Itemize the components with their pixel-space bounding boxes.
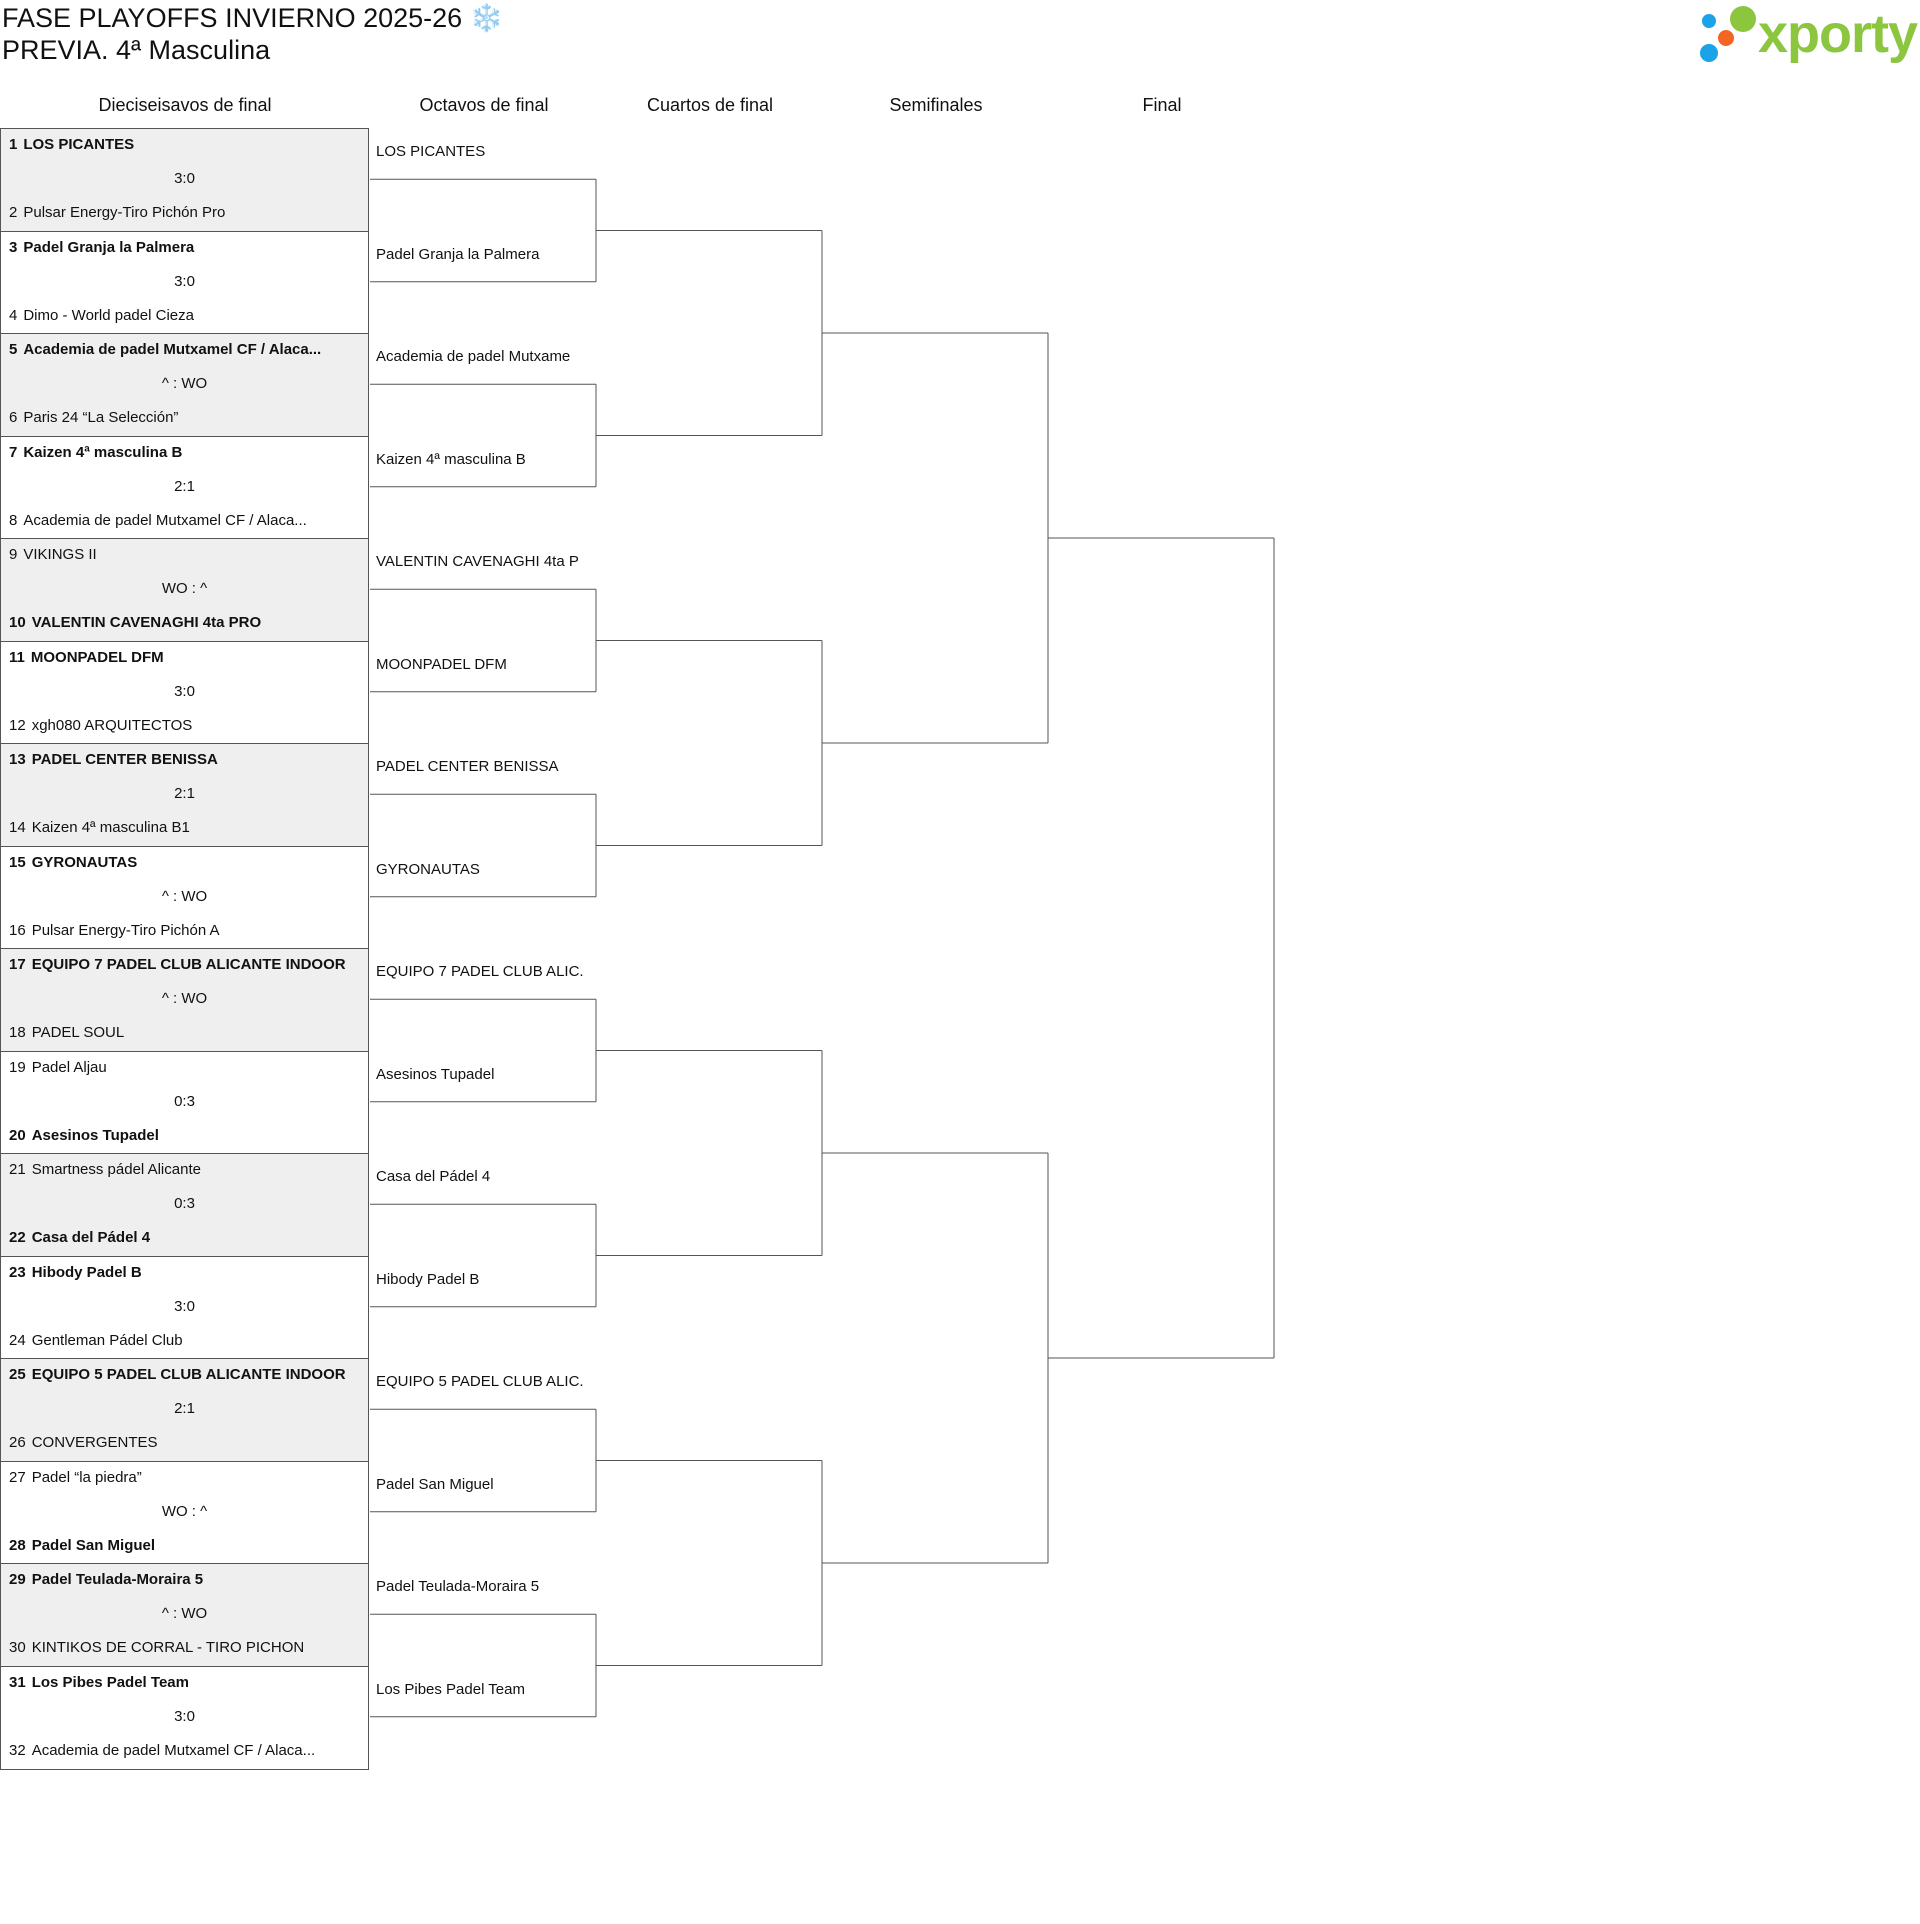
match-score: ^ : WO [161,888,208,905]
round-of-16-team: Padel Teulada-Moraira 5 [376,1578,540,1595]
team-seed: 15 [9,854,26,871]
team-name: Gentleman Pádel Club [31,1332,183,1349]
round-of-16-team: Asesinos Tupadel [376,1066,495,1083]
round-of-16-team: Padel Granja la Palmera [376,246,540,263]
team-seed: 28 [9,1537,26,1554]
team-seed: 31 [9,1674,26,1691]
team-name: Hibody Padel B [31,1264,142,1281]
team-name: EQUIPO 5 PADEL CLUB ALICANTE INDOOR [31,1366,346,1383]
match-score: 3:0 [174,273,195,290]
match-score: 0:3 [174,1093,195,1110]
match-score: WO : ^ [161,580,208,597]
page-title: FASE PLAYOFFS INVIERNO 2025-26 ❄️ [2,3,504,33]
team-name: Smartness pádel Alicante [31,1161,201,1178]
team-name: PADEL SOUL [31,1024,125,1041]
team-seed: 5 [9,341,18,358]
team-seed: 6 [9,409,18,426]
team-seed: 27 [9,1469,26,1486]
team-seed: 25 [9,1366,26,1383]
team-seed: 2 [9,204,18,221]
team-name: LOS PICANTES [23,136,135,153]
team-name: MOONPADEL DFM [30,649,164,666]
team-name: VALENTIN CAVENAGHI 4ta PRO [31,614,262,631]
round-of-16-team: Los Pibes Padel Team [376,1681,525,1698]
team-seed: 13 [9,751,26,768]
round-of-16-team: MOONPADEL DFM [376,656,507,673]
team-seed: 17 [9,956,26,973]
team-seed: 20 [9,1127,26,1144]
team-seed: 32 [9,1742,26,1759]
round-of-16-team: VALENTIN CAVENAGHI 4ta P [376,553,579,570]
team-seed: 3 [9,239,18,256]
round-header: Dieciseisavos de final [98,95,272,115]
team-name: Academia de padel Mutxamel CF / Alaca... [23,341,322,358]
round-of-16-team: LOS PICANTES [376,143,486,160]
team-name: Asesinos Tupadel [31,1127,159,1144]
match-score: 3:0 [174,170,195,187]
round-of-16-team: GYRONAUTAS [376,861,480,878]
team-seed: 30 [9,1639,26,1656]
match-score: 3:0 [174,1298,195,1315]
team-name: Padel “la piedra” [31,1469,142,1486]
round-of-16-team: Kaizen 4ª masculina B [376,451,526,468]
team-seed: 21 [9,1161,26,1178]
team-name: Academia de padel Mutxamel CF / Alaca... [23,512,307,529]
match-score: 3:0 [174,1708,195,1725]
team-name: EQUIPO 7 PADEL CLUB ALICANTE INDOOR [31,956,346,973]
team-seed: 24 [9,1332,26,1349]
round-of-16-team: EQUIPO 7 PADEL CLUB ALIC. [376,963,584,980]
team-name: Los Pibes Padel Team [31,1674,189,1691]
team-seed: 19 [9,1059,26,1076]
team-name: Pulsar Energy-Tiro Pichón A [31,922,220,939]
team-seed: 4 [9,307,18,324]
team-seed: 7 [9,444,18,461]
team-seed: 11 [9,649,25,666]
team-seed: 23 [9,1264,26,1281]
team-name: KINTIKOS DE CORRAL - TIRO PICHON [31,1639,305,1656]
team-name: Kaizen 4ª masculina B [23,444,183,461]
team-seed: 16 [9,922,26,939]
round-of-16-team: EQUIPO 5 PADEL CLUB ALIC. [376,1373,584,1390]
round-of-16-team: Casa del Pádel 4 [376,1168,491,1185]
team-seed: 29 [9,1571,26,1588]
match-score: 2:1 [174,478,195,495]
team-name: VIKINGS II [23,546,97,563]
team-seed: 10 [9,614,26,631]
team-name: Dimo - World padel Cieza [23,307,194,324]
team-name: Padel Granja la Palmera [23,239,195,256]
team-seed: 22 [9,1229,26,1246]
team-name: Pulsar Energy-Tiro Pichón Pro [23,204,226,221]
team-seed: 12 [9,717,26,734]
logo-text: xporty [1758,4,1918,64]
round-header: Cuartos de final [646,95,774,115]
team-name: Padel San Miguel [31,1537,156,1554]
round-of-16-team: Hibody Padel B [376,1271,480,1288]
team-seed: 14 [9,819,26,836]
match-score: 0:3 [174,1195,195,1212]
team-name: Padel Teulada-Moraira 5 [31,1571,204,1588]
round-of-16-team: Academia de padel Mutxame [376,348,571,365]
match-score: 2:1 [174,1400,195,1417]
round-header: Semifinales [889,95,983,115]
team-seed: 1 [9,136,18,153]
match-score: WO : ^ [161,1503,208,1520]
team-name: CONVERGENTES [31,1434,158,1451]
team-seed: 18 [9,1024,26,1041]
team-name: Paris 24 “La Selección” [23,409,179,426]
match-score: 2:1 [174,785,195,802]
round-of-16-team: PADEL CENTER BENISSA [376,758,559,775]
round-of-16-team: Padel San Miguel [376,1476,494,1493]
team-seed: 8 [9,512,18,529]
team-name: GYRONAUTAS [31,854,138,871]
team-name: Padel Aljau [31,1059,107,1076]
team-name: Academia de padel Mutxamel CF / Alaca... [31,1742,316,1759]
team-seed: 26 [9,1434,26,1451]
match-score: 3:0 [174,683,195,700]
match-score: ^ : WO [161,375,208,392]
team-name: xgh080 ARQUITECTOS [31,717,193,734]
match-score: ^ : WO [161,990,208,1007]
team-name: Casa del Pádel 4 [31,1229,151,1246]
page-subtitle: PREVIA. 4ª Masculina [2,35,271,65]
team-seed: 9 [9,546,18,563]
match-score: ^ : WO [161,1605,208,1622]
round-header: Octavos de final [419,95,549,115]
team-name: Kaizen 4ª masculina B1 [31,819,190,836]
team-name: PADEL CENTER BENISSA [31,751,218,768]
round-header: Final [1142,95,1182,115]
